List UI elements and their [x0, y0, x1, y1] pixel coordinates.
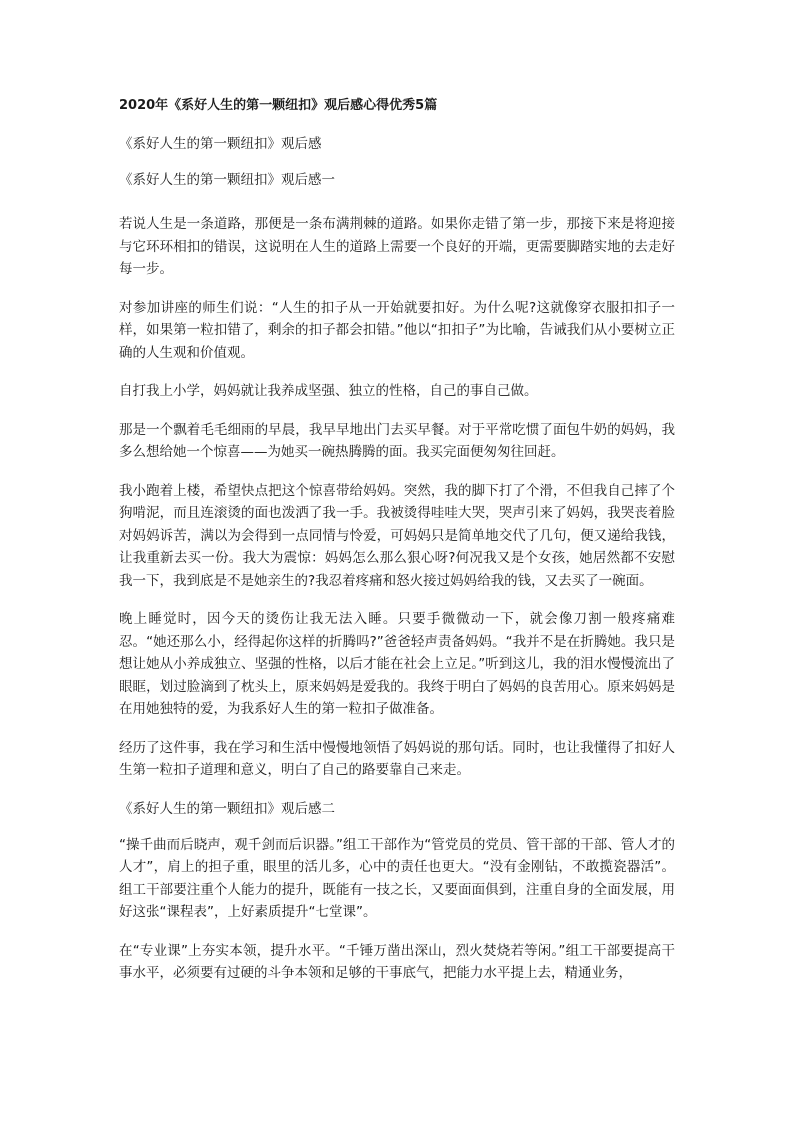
paragraph: 对参加讲座的师生们说：“人生的扣子从一开始就要扣好。为什么呢?这就像穿衣服扣扣子一样，如果第一粒扣错了，剩余的扣子都会扣错。”他以“扣扣子”为比喻，告诫我们从小要树立正确的人生观和价值观。 — [119, 299, 675, 361]
paragraph: 晚上睡觉时，因今天的烫伤让我无法入睡。只要手微微动一下，就会像刀割一般疼痛难忍。“她还那么小，经得起你这样的折腾吗?”爸爸轻声责备妈妈。“我并不是在折腾她。我只是想让她从小养成独立、坚强的性格，以后才能在社会上立足。”听到这儿，我的泪水慢慢流出了眼眶，划过脸滴到了枕头上，原来妈妈是爱我的。我终于明白了妈妈的良苦用心。原来妈妈是在用她独特的爱，为我系好人生的第一粒扣子做准备。 — [119, 611, 675, 717]
section-heading: 《系好人生的第一颗纽扣》观后感一 — [119, 172, 335, 188]
paragraph: 在“专业课”上夯实本领，提升水平。“千锤万凿出深山，烈火焚烧若等闲。”组工干部要提高干事水平，必须要有过硬的斗争本领和足够的干事底气，把能力水平提上去，精通业务， — [119, 942, 675, 981]
paragraph: 自打我上小学，妈妈就让我养成坚强、独立的性格，自己的事自己做。 — [119, 383, 538, 399]
section-heading: 《系好人生的第一颗纽扣》观后感 — [119, 136, 322, 152]
paragraph: 若说人生是一条道路，那便是一条布满荆棘的道路。如果你走错了第一步，那接下来是将迎接与它环环相扣的错误，这说明在人生的道路上需要一个良好的开端，更需要脚踏实地的去走好每一步。 — [119, 216, 675, 277]
paragraph: 我小跑着上楼，希望快点把这个惊喜带给妈妈。突然，我的脚下打了个滑，不但我自己摔了个狗啃泥，而且连滚烫的面也泼洒了我一手。我被烫得哇哇大哭，哭声引来了妈妈，我哭丧着脸对妈妈诉苦，满以为会得到一点同情与怜爱，可妈妈只是简单地交代了几句，便又递给我钱，让我重新去买一份。我大为震惊：妈妈怎么那么狠心呀?何况我又是个女孩，她居然都不安慰我一下，我到底是不是她亲生的?我忍着疼痛和怒火接过妈妈给我的钱，又去买了一碗面。 — [119, 482, 675, 589]
paragraph: 经历了这件事，我在学习和生活中慢慢地领悟了妈妈说的那句话。同时，也让我懂得了扣好人生第一粒扣子道理和意义，明白了自己的路要靠自己来走。 — [119, 739, 675, 778]
paragraph: 那是一个飘着毛毛细雨的早晨，我早早地出门去买早餐。对于平常吃惯了面包牛奶的妈妈，我多么想给她一个惊喜——为她买一碗热腾腾的面。我买完面便匆匆往回赶。 — [119, 421, 675, 460]
document-title: 2020年《系好人生的第一颗纽扣》观后感心得优秀5篇 — [119, 98, 438, 113]
paragraph: “操千曲而后晓声，观千剑而后识器。”组工干部作为“管党员的党员、管干部的干部、管人才的人才”，肩上的担子重，眼里的活儿多，心中的责任也更大。“没有金刚钻，不敢揽瓷器活”。组工干部要注重个人能力的提升，既能有一技之长，又要面面俱到，注重自身的全面发展，用好这张“课程表”，上好素质提升“七堂课”。 — [119, 836, 675, 920]
document-page — [119, 96, 675, 1001]
section-heading: 《系好人生的第一颗纽扣》观后感二 — [119, 800, 335, 817]
